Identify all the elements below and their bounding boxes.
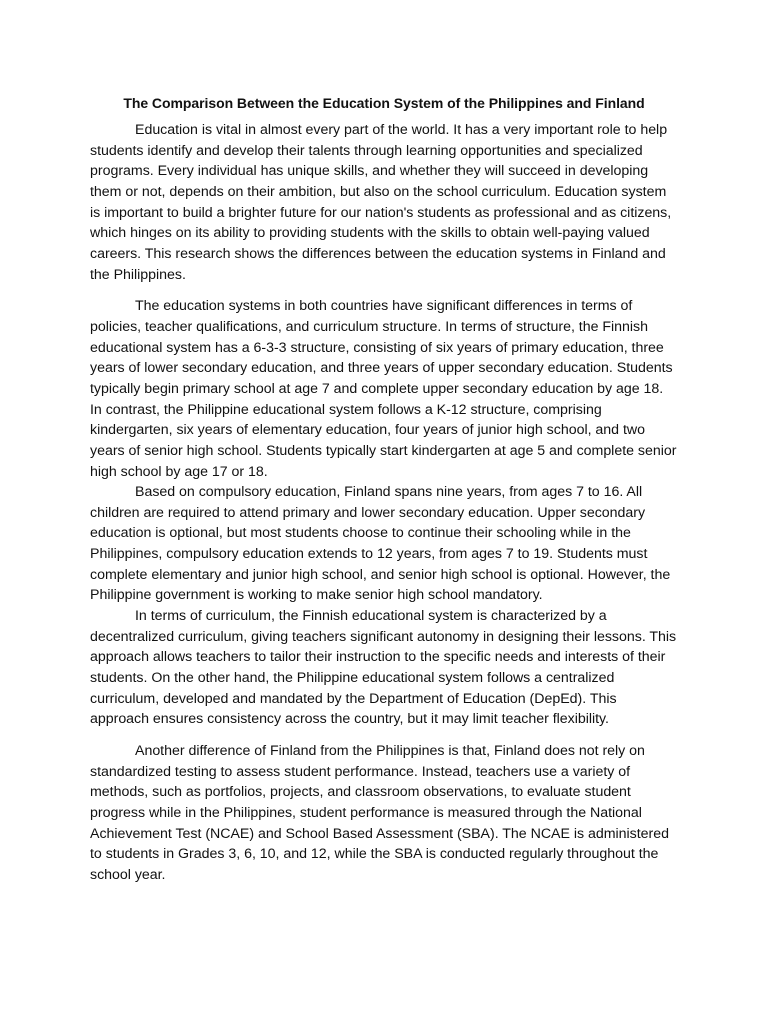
document-title: The Comparison Between the Education System of the Philippines and Finland bbox=[123, 95, 645, 111]
paragraph-compulsory-education: Based on compulsory education, Finland spans nine years, from ages 7 to 16. All children are required to attend primary and lower secondary education. Upper secondary education is optional, but most students choose to continue their schooling while in the Philippines, compulsory education extends to 12 years, from ages 7 to 19. Students must complete elementary and junior high school, and senior high school is optional. However, the Philippine government is working to make senior high school mandatory. bbox=[90, 484, 671, 604]
paragraph-structure: The education systems in both countries have significant differences in terms of policies, teacher qualifications, and curriculum structure. In terms of structure, the Finnish educational system has a 6-3-3 structure, consisting of six years of primary education, three years of lower secondary education, and three years of upper secondary education. Students typically begin primary school at age 7 and complete upper secondary education by age 18. In contrast, the Philippine educational system follows a K-12 structure, comprising kindergarten, six years of elementary education, four years of junior high school, and two years of senior high school. Students typically start kindergarten at age 5 and complete senior high school by age 17 or 18. bbox=[90, 298, 677, 480]
paragraph-curriculum: In terms of curriculum, the Finnish educational system is characterized by a decentralized curriculum, giving teachers significant autonomy in designing their lessons. This approach allows teachers to tailor their instruction to the specific needs and interests of their students. On the other hand, the Philippine educational system follows a centralized curriculum, developed and mandated by the Department of Education (DepEd). This approach ensures consistency across the country, but it may limit teacher flexibility. bbox=[90, 608, 677, 728]
paragraph-assessment: Another difference of Finland from the Philippines is that, Finland does not rely on standardized testing to assess student performance. Instead, teachers use a variety of methods, such as portfolios, projects, and classroom observations, to evaluate student progress while in the Philippines, student performance is measured through the National Achievement Test (NCAE) and School Based Assessment (SBA). The NCAE is administered to students in Grades 3, 6, 10, and 12, while the SBA is conducted regularly throughout the school year. bbox=[90, 743, 669, 883]
paragraph-introduction: Education is vital in almost every part of the world. It has a very important role to help students identify and develop their talents through learning opportunities and specialized programs. Every individual has unique skills, and whether they will succeed in developing them or not, depends on their ambition, but also on the school curriculum. Education system is important to build a brighter future for our nation's students as professional and as citizens, which hinges on its ability to providing students with the skills to obtain well-paying valued careers. This research shows the differences between the education systems in Finland and the Philippines. bbox=[90, 122, 672, 283]
